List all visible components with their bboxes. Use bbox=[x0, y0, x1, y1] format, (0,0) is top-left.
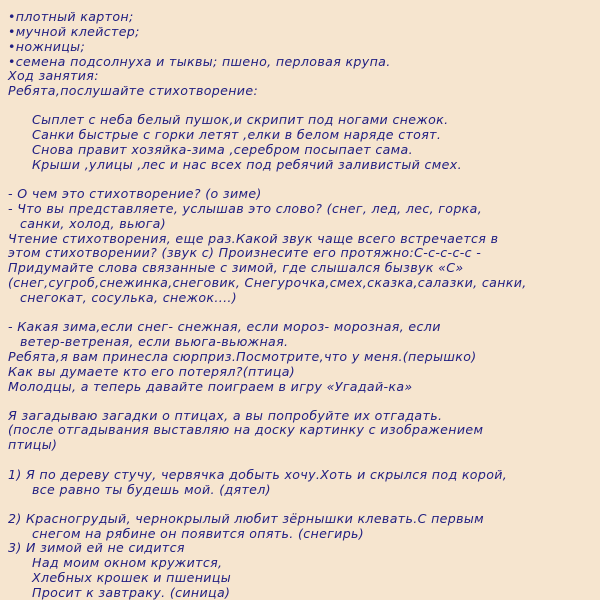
poem-line: Снова правит хозяйка-зима ,серебром посыпает сама. bbox=[32, 142, 413, 157]
question-line: санки, холод, вьюга) bbox=[20, 216, 166, 231]
riddle-line: 3) И зимой ей не сидится bbox=[8, 540, 185, 555]
poem-line: Сыплет с неба белый пушок,и скрипит под ногами снежок. bbox=[32, 112, 449, 127]
riddle-line: Хлебных крошек и пшеницы bbox=[32, 570, 232, 585]
discussion-line: - Какая зима,если снег- снежная, если мороз- морозная, если bbox=[8, 319, 441, 334]
materials-item: •семена подсолнуха и тыквы; пшено, перловая крупа. bbox=[8, 54, 391, 69]
discussion-line: ветер-ветреная, если вьюга-вьюжная. bbox=[20, 334, 289, 349]
discussion-line: Молодцы, а теперь давайте поиграем в игру «Угадай-ка» bbox=[8, 379, 413, 394]
riddle-line: Просит к завтраку. (синица) bbox=[32, 585, 231, 600]
riddle-line: 1) Я по дереву стучу, червячка добыть хочу.Хоть и скрылся под корой, bbox=[8, 467, 508, 482]
discussion-line: Ребята,я вам принесла сюрприз.Посмотрите,что у меня.(перышко) bbox=[8, 349, 477, 364]
riddle-intro-line: (после отгадывания выставляю на доску картинку с изображением bbox=[8, 422, 484, 437]
riddle-line: Над моим окном кружится, bbox=[32, 555, 223, 570]
intro-text: Ребята,послушайте стихотворение: bbox=[8, 83, 259, 98]
materials-item: •мучной клейстер; bbox=[8, 24, 140, 39]
poem-line: Крыши ,улицы ,лес и нас всех под ребячий заливистый смех. bbox=[32, 157, 462, 172]
question-line: Придумайте слова связанные с зимой, где слышался бызвук «С» bbox=[8, 260, 464, 275]
materials-item: •ножницы; bbox=[8, 39, 86, 54]
riddle-intro-line: птицы) bbox=[8, 437, 58, 452]
question-line: снегокат, сосулька, снежок....) bbox=[20, 290, 238, 305]
riddle-intro-line: Я загадываю загадки о птицах, а вы попробуйте их отгадать. bbox=[8, 408, 443, 423]
riddle-line: 2) Красногрудый, чернокрылый любит зёрнышки клевать.С первым bbox=[8, 511, 485, 526]
discussion-line: Как вы думаете кто его потерял?(птица) bbox=[8, 364, 296, 379]
riddle-line: все равно ты будешь мой. (дятел) bbox=[32, 482, 271, 497]
question-line: Чтение стихотворения, еще раз.Какой звук чаще всего встречается в bbox=[8, 231, 499, 246]
materials-item: •плотный картон; bbox=[8, 9, 134, 24]
riddle-line: снегом на рябине он появится опять. (снегирь) bbox=[32, 526, 365, 541]
poem-line: Санки быстрые с горки летят ,елки в белом наряде стоят. bbox=[32, 127, 442, 142]
question-line: - О чем это стихотворение? (о зиме) bbox=[8, 186, 262, 201]
question-line: (снег,сугроб,снежинка,снеговик, Снегурочка,смех,сказка,салазки, санки, bbox=[8, 275, 527, 290]
lesson-heading: Ход занятия: bbox=[8, 68, 99, 83]
question-line: - Что вы представляете, услышав это слово? (снег, лед, лес, горка, bbox=[8, 201, 483, 216]
question-line: этом стихотворении? (звук с) Произнесите его протяжно:С-с-с-с-с - bbox=[8, 245, 482, 260]
